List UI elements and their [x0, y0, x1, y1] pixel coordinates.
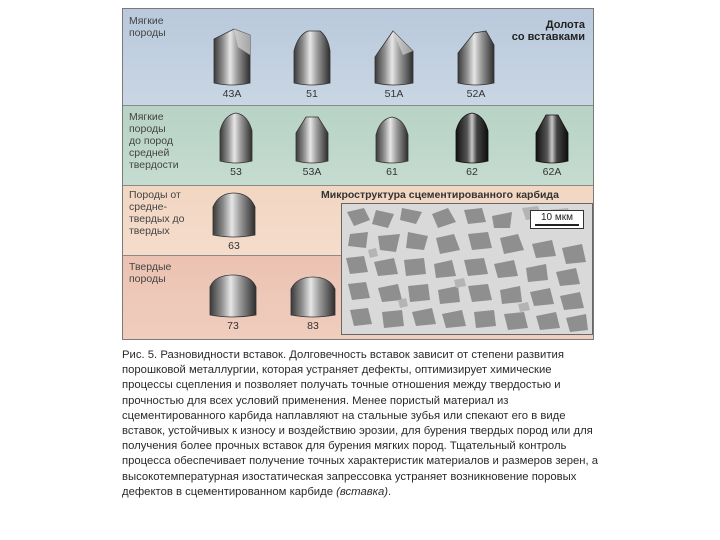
caption-end: . — [388, 485, 392, 498]
divider — [123, 185, 593, 186]
category-label: Мягкие породы до пород средней твердости — [129, 111, 179, 171]
category-label: Твердые породы — [129, 261, 172, 285]
insert-61 — [369, 109, 415, 178]
scale-bar — [530, 210, 584, 229]
insert-code: 53А — [302, 166, 322, 178]
insert-code: 52А — [466, 88, 486, 100]
insert-image — [292, 109, 332, 165]
insert-code: 43А — [222, 88, 242, 100]
category-label: Мягкие породы — [129, 15, 166, 39]
insert-51a — [369, 25, 419, 100]
insert-code: 61 — [386, 166, 398, 178]
insert-53 — [213, 109, 259, 178]
microstructure-image — [341, 203, 593, 335]
insert-73 — [205, 271, 261, 332]
insert-code: 62 — [466, 166, 478, 178]
insert-43a — [207, 25, 257, 100]
insert-code: 63 — [228, 240, 240, 252]
insert-image — [209, 189, 259, 239]
insert-image — [372, 109, 412, 165]
caption-text: Рис. 5. Разновидности вставок. Долговечность вставок зависит от степени развития порошковой металлургии, которая устраняет дефекты, оптимизирует химические процессы сцепления и позволяет получать точные отношения между твердостью и прочностью для всех условий применения. Менее пористый материал из сцементированного карбида наплавляют на стальные зубья или спекают его в виде вставок, устойчивых к износу и воздействию эрозии, для бурения твердых пород или для получения более прочных вставок для бурения мягких пород. Тщательный контроль процесса обеспечивает получение точных характеристик материалов и размеров зерен, а высокотемпературная изостатическая запрессовка устраняет возникновение поровых дефектов в сцементированном карбиде — [122, 349, 599, 498]
caption-italic: (вставка) — [336, 485, 389, 498]
insert-53a — [289, 109, 335, 178]
scale-line — [535, 224, 579, 226]
scale-label: 10 мкм — [540, 212, 574, 223]
insert-code: 73 — [227, 320, 239, 332]
insert-image — [210, 25, 254, 87]
insert-code: 51 — [306, 88, 318, 100]
insert-code: 62А — [542, 166, 562, 178]
figure-heading: Долота со вставками — [511, 19, 585, 43]
insert-code: 83 — [307, 320, 319, 332]
insert-image — [290, 25, 334, 87]
inserts-figure — [122, 8, 594, 340]
insert-63 — [207, 189, 261, 252]
insert-51 — [287, 25, 337, 100]
insert-image — [287, 271, 339, 319]
microstructure-title: Микроструктура сцементированного карбида — [321, 189, 559, 201]
divider — [123, 105, 593, 106]
insert-62 — [449, 109, 495, 178]
insert-image — [532, 109, 572, 165]
insert-62a — [529, 109, 575, 178]
insert-code: 51А — [384, 88, 404, 100]
category-label: Породы от средне- твердых до твердых — [129, 189, 185, 237]
caption-paragraph — [122, 348, 602, 500]
insert-52a — [451, 25, 501, 100]
insert-image — [216, 109, 256, 165]
insert-83 — [285, 271, 341, 332]
insert-image — [452, 109, 492, 165]
figure-caption — [122, 348, 602, 500]
insert-code: 53 — [230, 166, 242, 178]
insert-image — [207, 271, 259, 319]
band-soft-medium — [123, 105, 593, 185]
insert-image — [454, 25, 498, 87]
insert-image — [371, 25, 417, 87]
